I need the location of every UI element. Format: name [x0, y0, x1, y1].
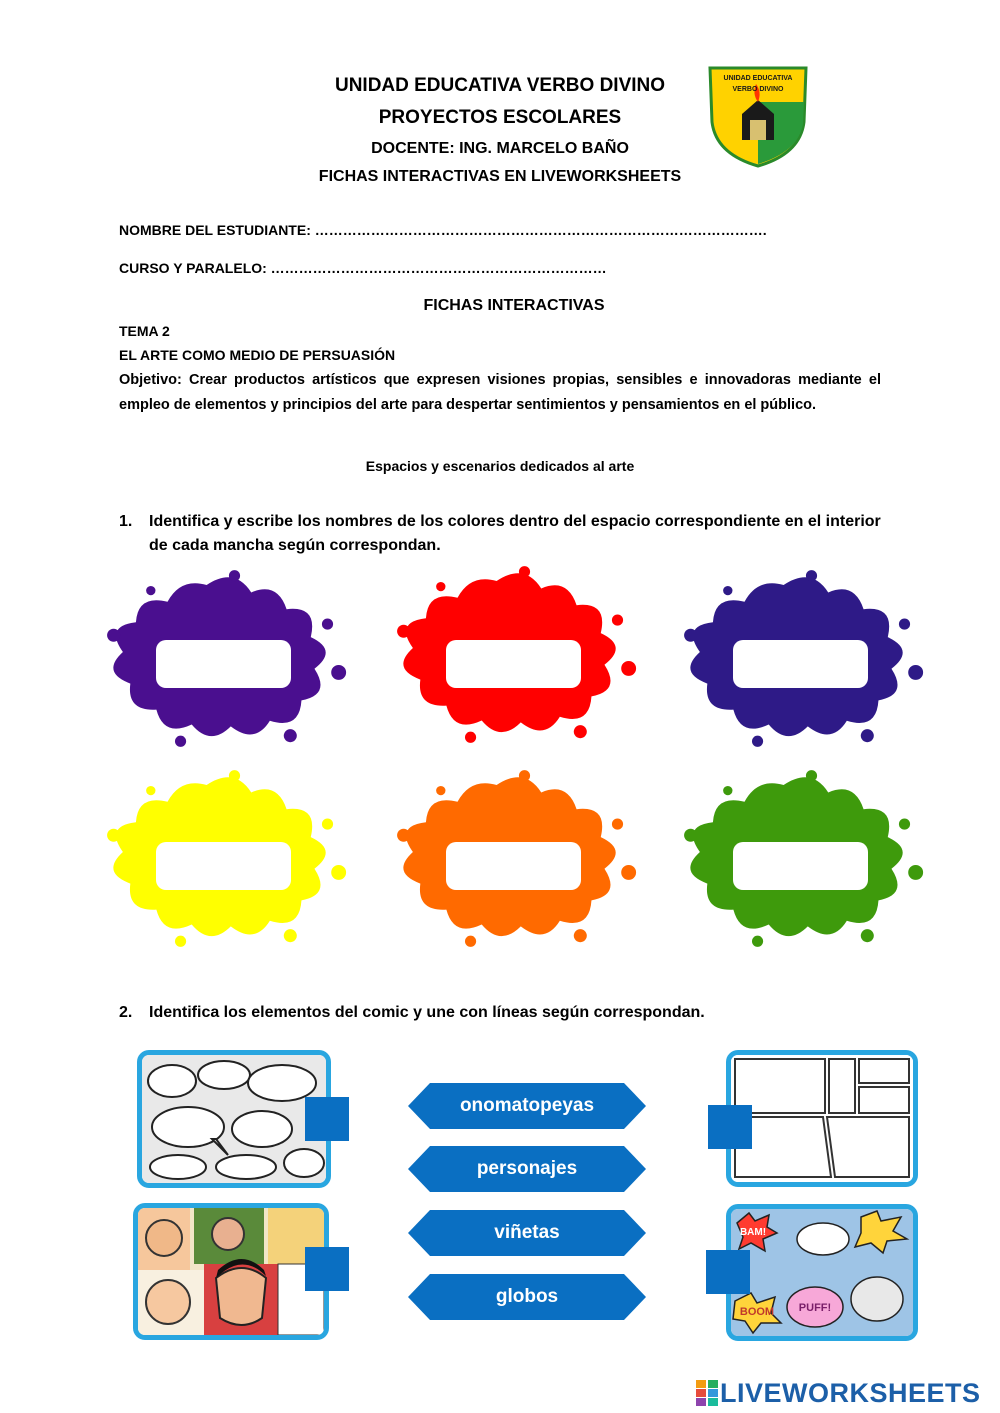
question-1-text: Identifica y escribe los nombres de los colores dentro del espacio correspondiente en el interior de cada mancha según correspondan.	[149, 513, 881, 554]
liveworksheets-wordmark: LIVEWORKSHEETS	[720, 1378, 981, 1408]
subheading: Espacios y escenarios dedicados al arte	[365, 458, 635, 474]
color-answer-box-6[interactable]	[733, 842, 868, 890]
liveworksheets-brand	[696, 1378, 996, 1410]
question-1-number: 1.	[119, 513, 133, 530]
option-globos[interactable]	[408, 1274, 646, 1320]
option-onomatopeyas[interactable]	[408, 1083, 646, 1129]
teacher-line: DOCENTE: ING. MARCELO BAÑO	[371, 140, 629, 157]
student-name-field[interactable]: NOMBRE DEL ESTUDIANTE: …………………………………………………………………………………….	[119, 222, 767, 238]
option-vinetas-label: viñetas	[494, 1222, 560, 1243]
match-box-balloons[interactable]	[305, 1097, 349, 1141]
worksheet-subtitle: FICHAS INTERACTIVAS EN LIVEWORKSHEETS	[318, 168, 682, 185]
match-box-onomatopoeia[interactable]	[706, 1250, 750, 1294]
question-2-text: Identifica los elementos del comic y une con líneas según correspondan.	[149, 1004, 705, 1021]
color-answer-box-3[interactable]	[733, 640, 868, 688]
school-title: UNIDAD EDUCATIVA VERBO DIVINO	[334, 75, 666, 96]
comic-word-boom: BOOM	[739, 1306, 775, 1318]
course-field[interactable]: CURSO Y PARALELO: ………………………………………………………………	[119, 260, 607, 276]
color-splashes	[0, 560, 1000, 960]
project-title: PROYECTOS ESCOLARES	[378, 107, 622, 128]
question-2-number: 2.	[119, 1004, 133, 1021]
tema-label: TEMA 2	[119, 323, 170, 339]
section-title: FICHAS INTERACTIVAS	[423, 297, 605, 314]
objective-paragraph: Objetivo: Crear productos artísticos que expresen visiones propias, sensibles e innovadoras mediante el empleo de elementos y principios del arte para despertar sentimientos y pensamientos en el público.	[119, 372, 881, 413]
svg-text:VERBO DIVINO: VERBO DIVINO	[732, 86, 784, 93]
color-answer-box-1[interactable]	[156, 640, 291, 688]
topic-title: EL ARTE COMO MEDIO DE PERSUASIÓN	[119, 347, 396, 363]
option-personajes[interactable]	[408, 1146, 646, 1192]
comic-word-puff: PUFF!	[798, 1302, 832, 1314]
match-box-panels[interactable]	[708, 1105, 752, 1149]
option-vinetas[interactable]	[408, 1210, 646, 1256]
option-personajes-label: personajes	[476, 1158, 578, 1179]
image-comic-characters	[133, 1203, 329, 1340]
match-box-characters[interactable]	[305, 1247, 349, 1291]
comic-word-bam: BAM!	[739, 1227, 767, 1238]
image-onomatopoeia	[726, 1204, 918, 1341]
option-onomatopeyas-label: onomatopeyas	[459, 1095, 595, 1116]
color-answer-box-5[interactable]	[446, 842, 581, 890]
color-answer-box-2[interactable]	[446, 640, 581, 688]
image-comic-panels	[726, 1050, 918, 1187]
color-answer-box-4[interactable]	[156, 842, 291, 890]
image-speech-balloons	[137, 1050, 331, 1188]
school-shield-logo	[706, 62, 810, 170]
logo-lettering: UNIDAD EDUCATIVA	[723, 75, 793, 82]
option-globos-label: globos	[495, 1286, 559, 1307]
liveworksheets-logo-icon	[696, 1380, 718, 1406]
